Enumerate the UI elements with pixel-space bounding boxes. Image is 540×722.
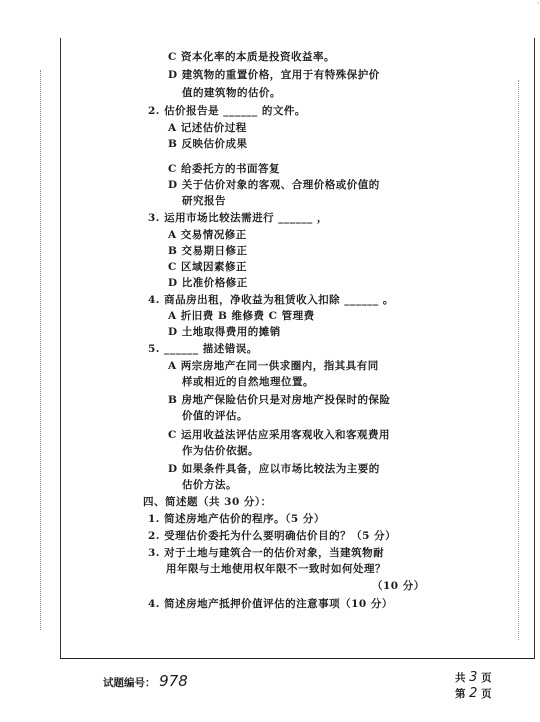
- right-margin-dots: [518, 80, 529, 640]
- exam-line: 样或相近的自然地理位置。: [182, 376, 314, 388]
- page-prefix: 第: [455, 688, 466, 700]
- essay-question-3: 3. 对于土地与建筑合一的估价对象，当建筑物耐: [148, 547, 385, 559]
- question-2: 2. 估价报告是 ______ 的文件。: [148, 105, 306, 117]
- exam-line: D 建筑物的重置价格，宜用于有特殊保护价: [168, 69, 380, 81]
- exam-line: C 运用收益法评估应采用客观收入和客观费用: [168, 429, 391, 441]
- question-5: 5. ______ 描述错误。: [148, 343, 258, 355]
- exam-line: D 比准价格修正: [168, 277, 248, 289]
- exam-line: C 资本化率的本质是投资收益率。: [168, 51, 336, 63]
- exam-line: 研究报告: [182, 195, 226, 207]
- exam-line: 价值的评估。: [182, 410, 248, 422]
- exam-line: 值的建筑物的估价。: [182, 87, 281, 99]
- essay-question-1: 1. 简述房地产估价的程序。（5 分）: [148, 513, 325, 525]
- question-4: 4. 商品房出租，净收益为租赁收入扣除 ______ 。: [148, 294, 394, 306]
- exam-line: C 给委托方的书面答复: [168, 163, 281, 175]
- exam-line: D 如果条件具备，应以市场比较法为主要的: [168, 463, 380, 475]
- exam-line: B 交易期日修正: [168, 245, 248, 257]
- exam-code-value: 978: [159, 672, 188, 690]
- total-suffix: 页: [481, 672, 492, 684]
- total-pages: 3: [469, 670, 478, 685]
- page-total: [455, 670, 492, 685]
- exam-line: D 土地取得费用的摊销: [168, 326, 281, 338]
- exam-line: A 记述估价过程: [168, 122, 247, 134]
- exam-line: A 折旧费 B 维修费 C 管理费: [168, 310, 315, 322]
- corner-mark: ˙: [536, 2, 540, 11]
- exam-code: [103, 672, 188, 690]
- exam-line: 作为估价依据。: [182, 445, 259, 457]
- page-number: [455, 686, 492, 701]
- exam-line: B 房地产保险估价只是对房地产投保时的保险: [168, 394, 391, 406]
- exam-line: A 交易情况修正: [168, 229, 247, 241]
- points-label: （10 分）: [372, 580, 425, 592]
- essay-question-4: 4. 简述房地产抵押价值评估的注意事项（10 分）: [148, 598, 393, 610]
- page-no: 2: [469, 686, 478, 701]
- exam-line: D 关于估价对象的客观、合理价格或价值的: [168, 179, 380, 191]
- exam-line: 估价方法。: [182, 479, 237, 491]
- exam-line: A 两宗房地产在同一供求圈内，指其具有同: [168, 360, 379, 372]
- exam-line: B 反映估价成果: [168, 138, 248, 150]
- exam-code-label: 试题编号：: [103, 677, 156, 689]
- left-margin-dots: [40, 70, 51, 630]
- exam-line: 用年限与土地使用权年限不一致时如何处理？: [166, 563, 386, 575]
- section-heading: 四、简述题（共 30 分）：: [143, 496, 272, 508]
- question-3: 3. 运用市场比较法需进行 ______ ，: [148, 212, 328, 224]
- essay-question-2: 2. 受理估价委托为什么要明确估价目的？（5 分）: [148, 530, 397, 542]
- total-prefix: 共: [455, 672, 466, 684]
- page-suffix: 页: [481, 688, 492, 700]
- exam-line: C 区域因素修正: [168, 261, 248, 273]
